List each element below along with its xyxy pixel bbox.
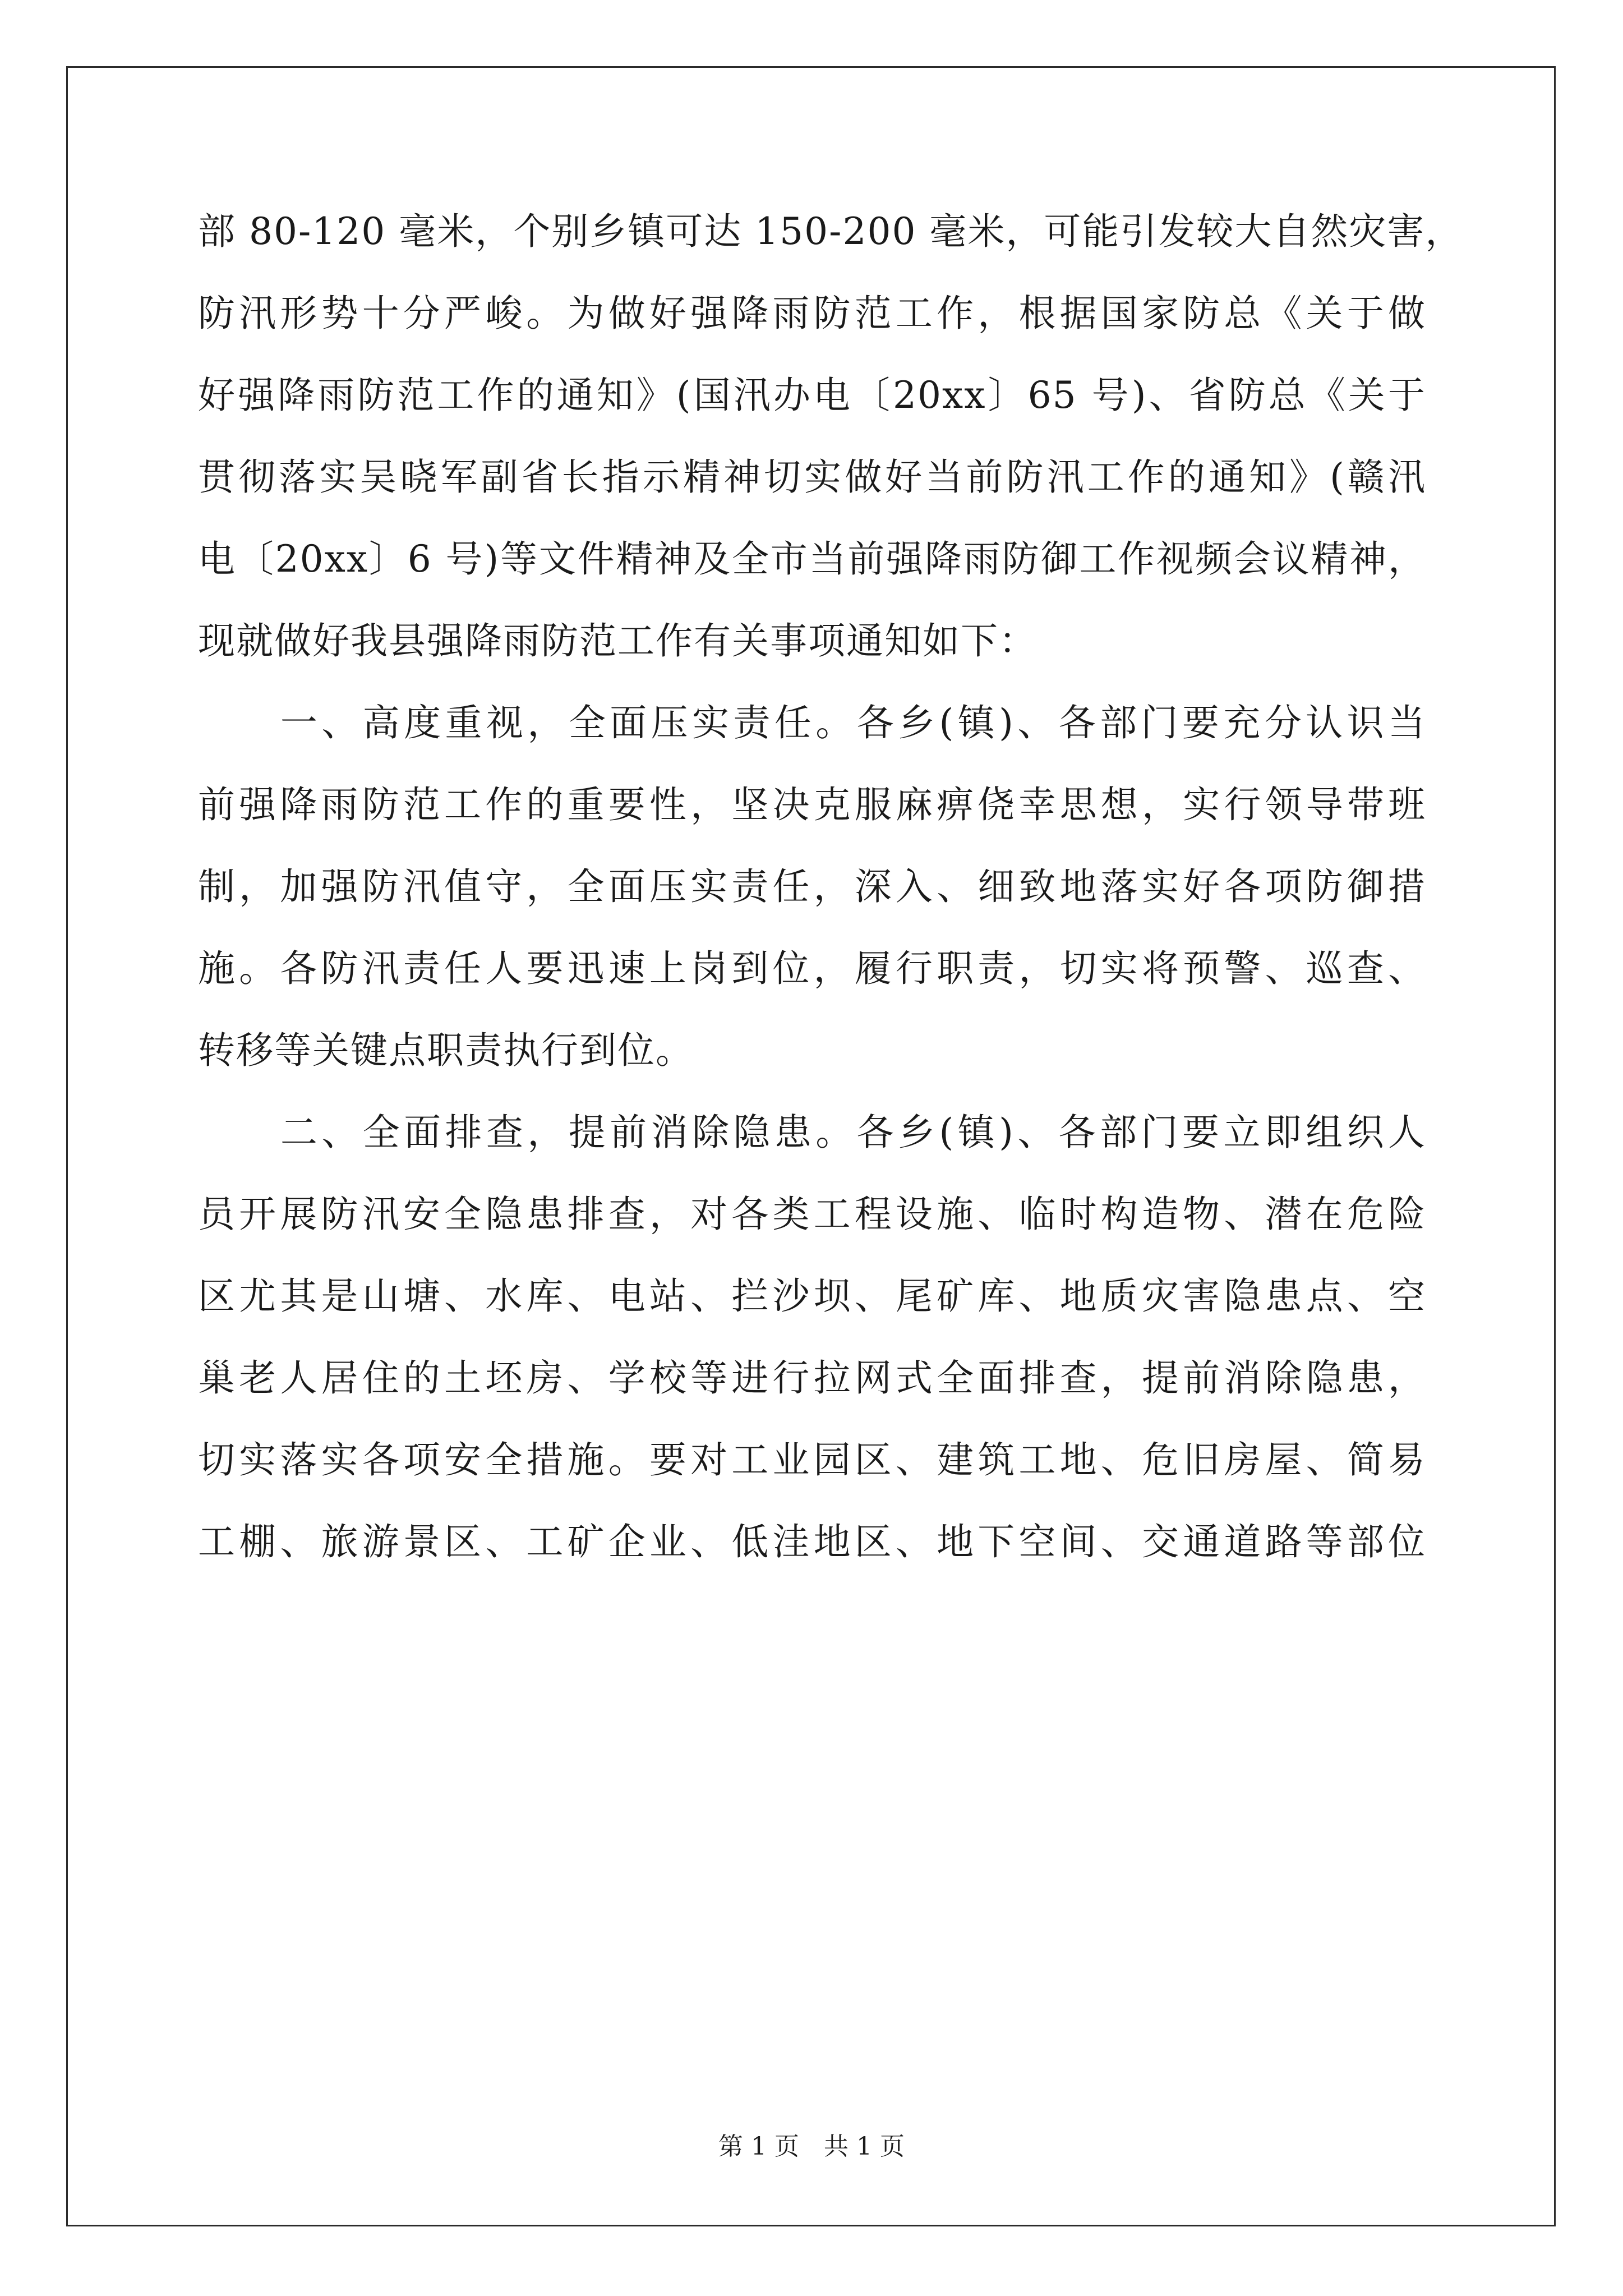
- document-body: [198, 191, 1464, 1583]
- text-line: 员开展防汛安全隐患排查，对各类工程设施、临时构造物、潜在危险: [198, 1193, 1426, 1236]
- text-line: 一、高度重视，全面压实责任。各乡(镇)、各部门要充分认识当: [198, 701, 1426, 744]
- text-line: 工棚、旅游景区、工矿企业、低洼地区、地下空间、交通道路等部位: [198, 1520, 1426, 1563]
- text-line: 电〔20xx〕6 号)等文件精神及全市当前强降雨防御工作视频会议精神，: [198, 537, 1426, 581]
- text-line: 转移等关键点职责执行到位。: [198, 1029, 694, 1072]
- text-line: 二、全面排查，提前消除隐患。各乡(镇)、各部门要立即组织人: [198, 1111, 1426, 1154]
- page-number-footer: 第 1 页 共 1 页: [718, 2132, 905, 2161]
- text-line: 区尤其是山塘、水库、电站、拦沙坝、尾矿库、地质灾害隐患点、空: [198, 1274, 1426, 1318]
- text-line: 贯彻落实吴晓军副省长指示精神切实做好当前防汛工作的通知》(赣汛: [198, 455, 1426, 499]
- text-line: 施。各防汛责任人要迅速上岗到位，履行职责，切实将预警、巡查、: [198, 947, 1426, 990]
- text-line: 防汛形势十分严峻。为做好强降雨防范工作，根据国家防总《关于做: [198, 292, 1426, 335]
- text-line: 切实落实各项安全措施。要对工业园区、建筑工地、危旧房屋、简易: [198, 1438, 1426, 1481]
- text-line: 制，加强防汛值守，全面压实责任，深入、细致地落实好各项防御措: [198, 865, 1426, 908]
- text-line: 前强降雨防范工作的重要性，坚决克服麻痹侥幸思想，实行领导带班: [198, 783, 1426, 826]
- text-line: 好强降雨防范工作的通知》(国汛办电〔20xx〕65 号)、省防总《关于: [198, 374, 1426, 417]
- text-line: 巢老人居住的土坯房、学校等进行拉网式全面排查，提前消除隐患，: [198, 1356, 1426, 1400]
- text-line: 部 80-120 毫米，个别乡镇可达 150-200 毫米，可能引发较大自然灾害，: [198, 210, 1464, 253]
- text-line: 现就做好我县强降雨防范工作有关事项通知如下：: [198, 619, 1037, 662]
